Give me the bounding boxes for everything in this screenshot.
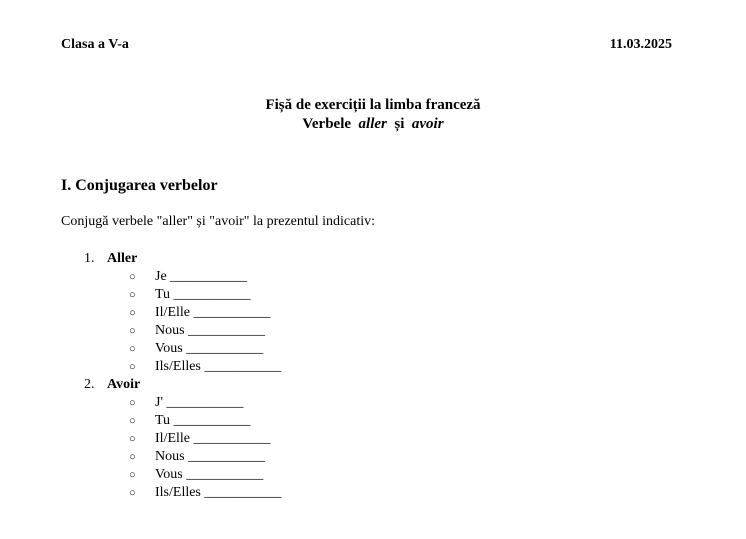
conjugation-blank: Vous ___________ (155, 341, 264, 356)
circle-bullet-icon: ○ (129, 361, 136, 373)
circle-bullet-icon: ○ (129, 487, 136, 499)
circle-bullet-icon: ○ (129, 271, 136, 283)
title-verb-avoir: avoir (411, 116, 444, 132)
conjugation-blank: Ils/Elles ___________ (155, 485, 282, 500)
conjugation-blank: Il/Elle ___________ (155, 431, 271, 446)
title-line-1: Fișă de exerciții la limba franceză (265, 97, 481, 113)
conjugation-blank: Ils/Elles ___________ (155, 359, 282, 374)
verb-number: 2. (84, 377, 95, 392)
verb-number: 1. (84, 251, 95, 266)
instruction-text: Conjugă verbele "aller" și "avoir" la prezentul indicativ: (61, 214, 376, 229)
verb-name: Aller (107, 251, 138, 266)
circle-bullet-icon: ○ (129, 451, 136, 463)
circle-bullet-icon: ○ (129, 469, 136, 481)
title-prefix: Verbele (302, 116, 352, 132)
circle-bullet-icon: ○ (129, 325, 136, 337)
conjugation-blank: Tu ___________ (155, 413, 251, 428)
title-line-2 (0, 115, 746, 134)
conjugation-blank: J' ___________ (155, 395, 244, 410)
date-label: 11.03.2025 (609, 37, 672, 52)
circle-bullet-icon: ○ (129, 289, 136, 301)
verb-name: Avoir (107, 377, 141, 392)
class-label: Clasa a V-a (61, 37, 129, 52)
section-heading: I. Conjugarea verbelor (61, 177, 218, 194)
circle-bullet-icon: ○ (129, 415, 136, 427)
title-conjunction: și (394, 116, 405, 132)
circle-bullet-icon: ○ (129, 397, 136, 409)
conjugation-blank: Tu ___________ (155, 287, 251, 302)
circle-bullet-icon: ○ (129, 433, 136, 445)
conjugation-blank: Je ___________ (155, 269, 248, 284)
conjugation-blank: Nous ___________ (155, 323, 266, 338)
conjugation-blank: Nous ___________ (155, 449, 266, 464)
circle-bullet-icon: ○ (129, 307, 136, 319)
conjugation-blank: Il/Elle ___________ (155, 305, 271, 320)
title-verb-aller: aller (358, 116, 387, 132)
conjugation-blank: Vous ___________ (155, 467, 264, 482)
circle-bullet-icon: ○ (129, 343, 136, 355)
worksheet-title (0, 96, 746, 134)
